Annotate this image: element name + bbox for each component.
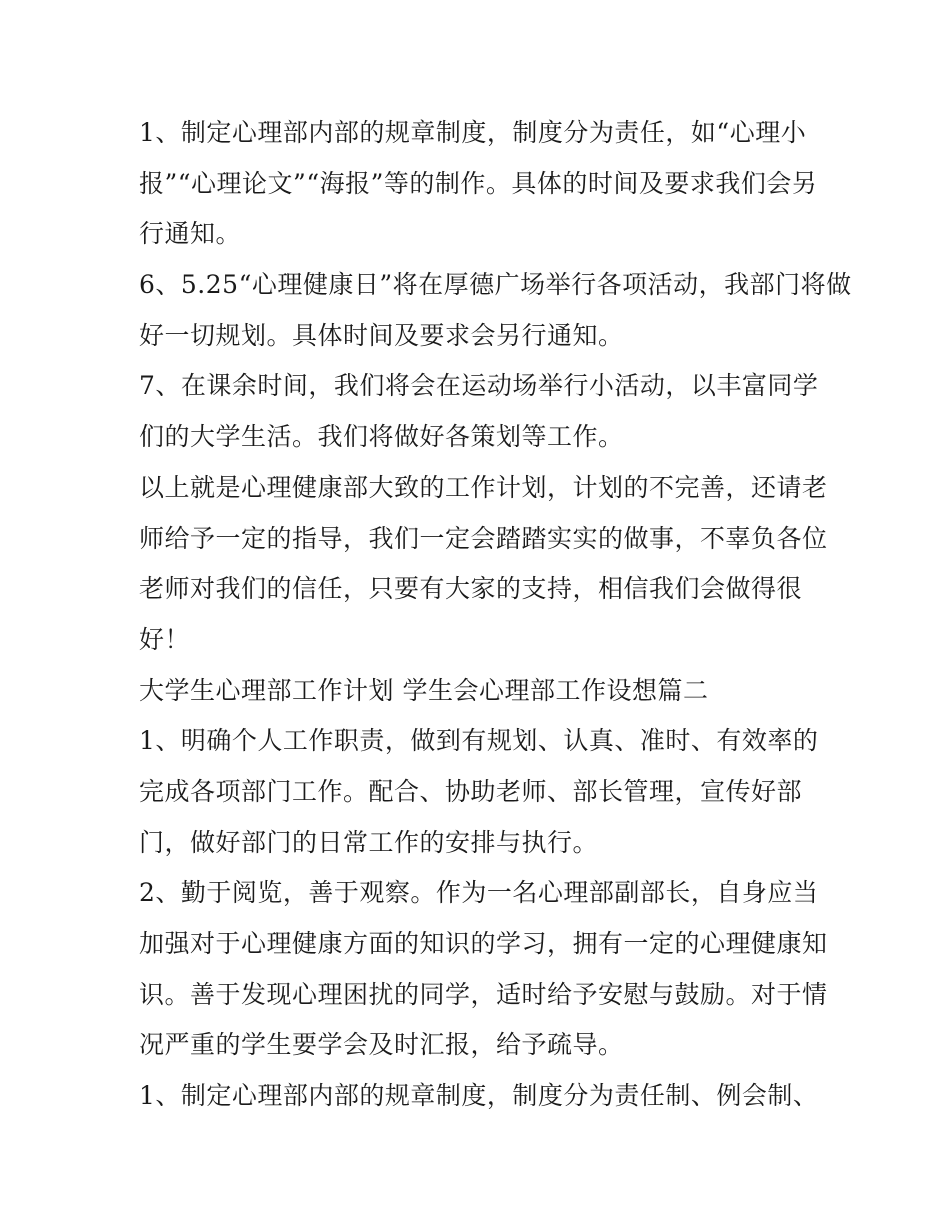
text-line-13: 1、明确个人工作职责，做到有规划、认真、准时、有效率的 (139, 726, 819, 756)
text-line-4: 6、5.25“心理健康日”将在厚德广场举行各项活动，我部门将做 (139, 270, 852, 300)
document-body (139, 108, 852, 1122)
text-line-10: 老师对我们的信任，只要有大家的支持，相信我们会做得很 (139, 574, 803, 604)
text-line-18: 识。善于发现心理困扰的同学，适时给予安慰与鼓励。对于情 (139, 979, 828, 1009)
text-line-7: 们的大学生活。我们将做好各策划等工作。 (139, 422, 624, 452)
text-line-17: 加强对于心理健康方面的知识的学习，拥有一定的心理健康知 (139, 929, 828, 958)
text-line-16: 2、勤于阅览，善于观察。作为一名心理部副部长，自身应当 (139, 878, 819, 908)
text-line-20: 1、制定心理部内部的规章制度，制度分为责任制、例会制、 (139, 1081, 819, 1111)
text-line-19: 况严重的学生要学会及时汇报，给予疏导。 (139, 1030, 624, 1060)
section-heading: 大学生心理部工作计划 学生会心理部工作设想篇二 (139, 675, 709, 705)
text-line-15: 门，做好部门的日常工作的安排与执行。 (139, 827, 599, 857)
text-line-9: 师给予一定的指导，我们一定会踏踏实实的做事，不辜负各位 (139, 523, 828, 553)
text-line-3: 行通知。 (139, 219, 242, 249)
text-line-1: 1、制定心理部内部的规章制度，制度分为责任，如“心理小 (139, 118, 807, 147)
text-line-11: 好！ (139, 624, 191, 654)
text-line-14: 完成各项部门工作。配合、协助老师、部长管理，宣传好部 (139, 776, 803, 806)
text-line-6: 7、在课余时间，我们将会在运动场举行小活动，以丰富同学 (139, 371, 819, 401)
text-line-2: 报”“心理论文”“海报”等的制作。具体的时间及要求我们会另 (139, 168, 818, 198)
text-line-8: 以上就是心理健康部大致的工作计划，计划的不完善，还请老 (139, 472, 828, 502)
text-line-5: 好一切规划。具体时间及要求会另行通知。 (139, 320, 624, 350)
